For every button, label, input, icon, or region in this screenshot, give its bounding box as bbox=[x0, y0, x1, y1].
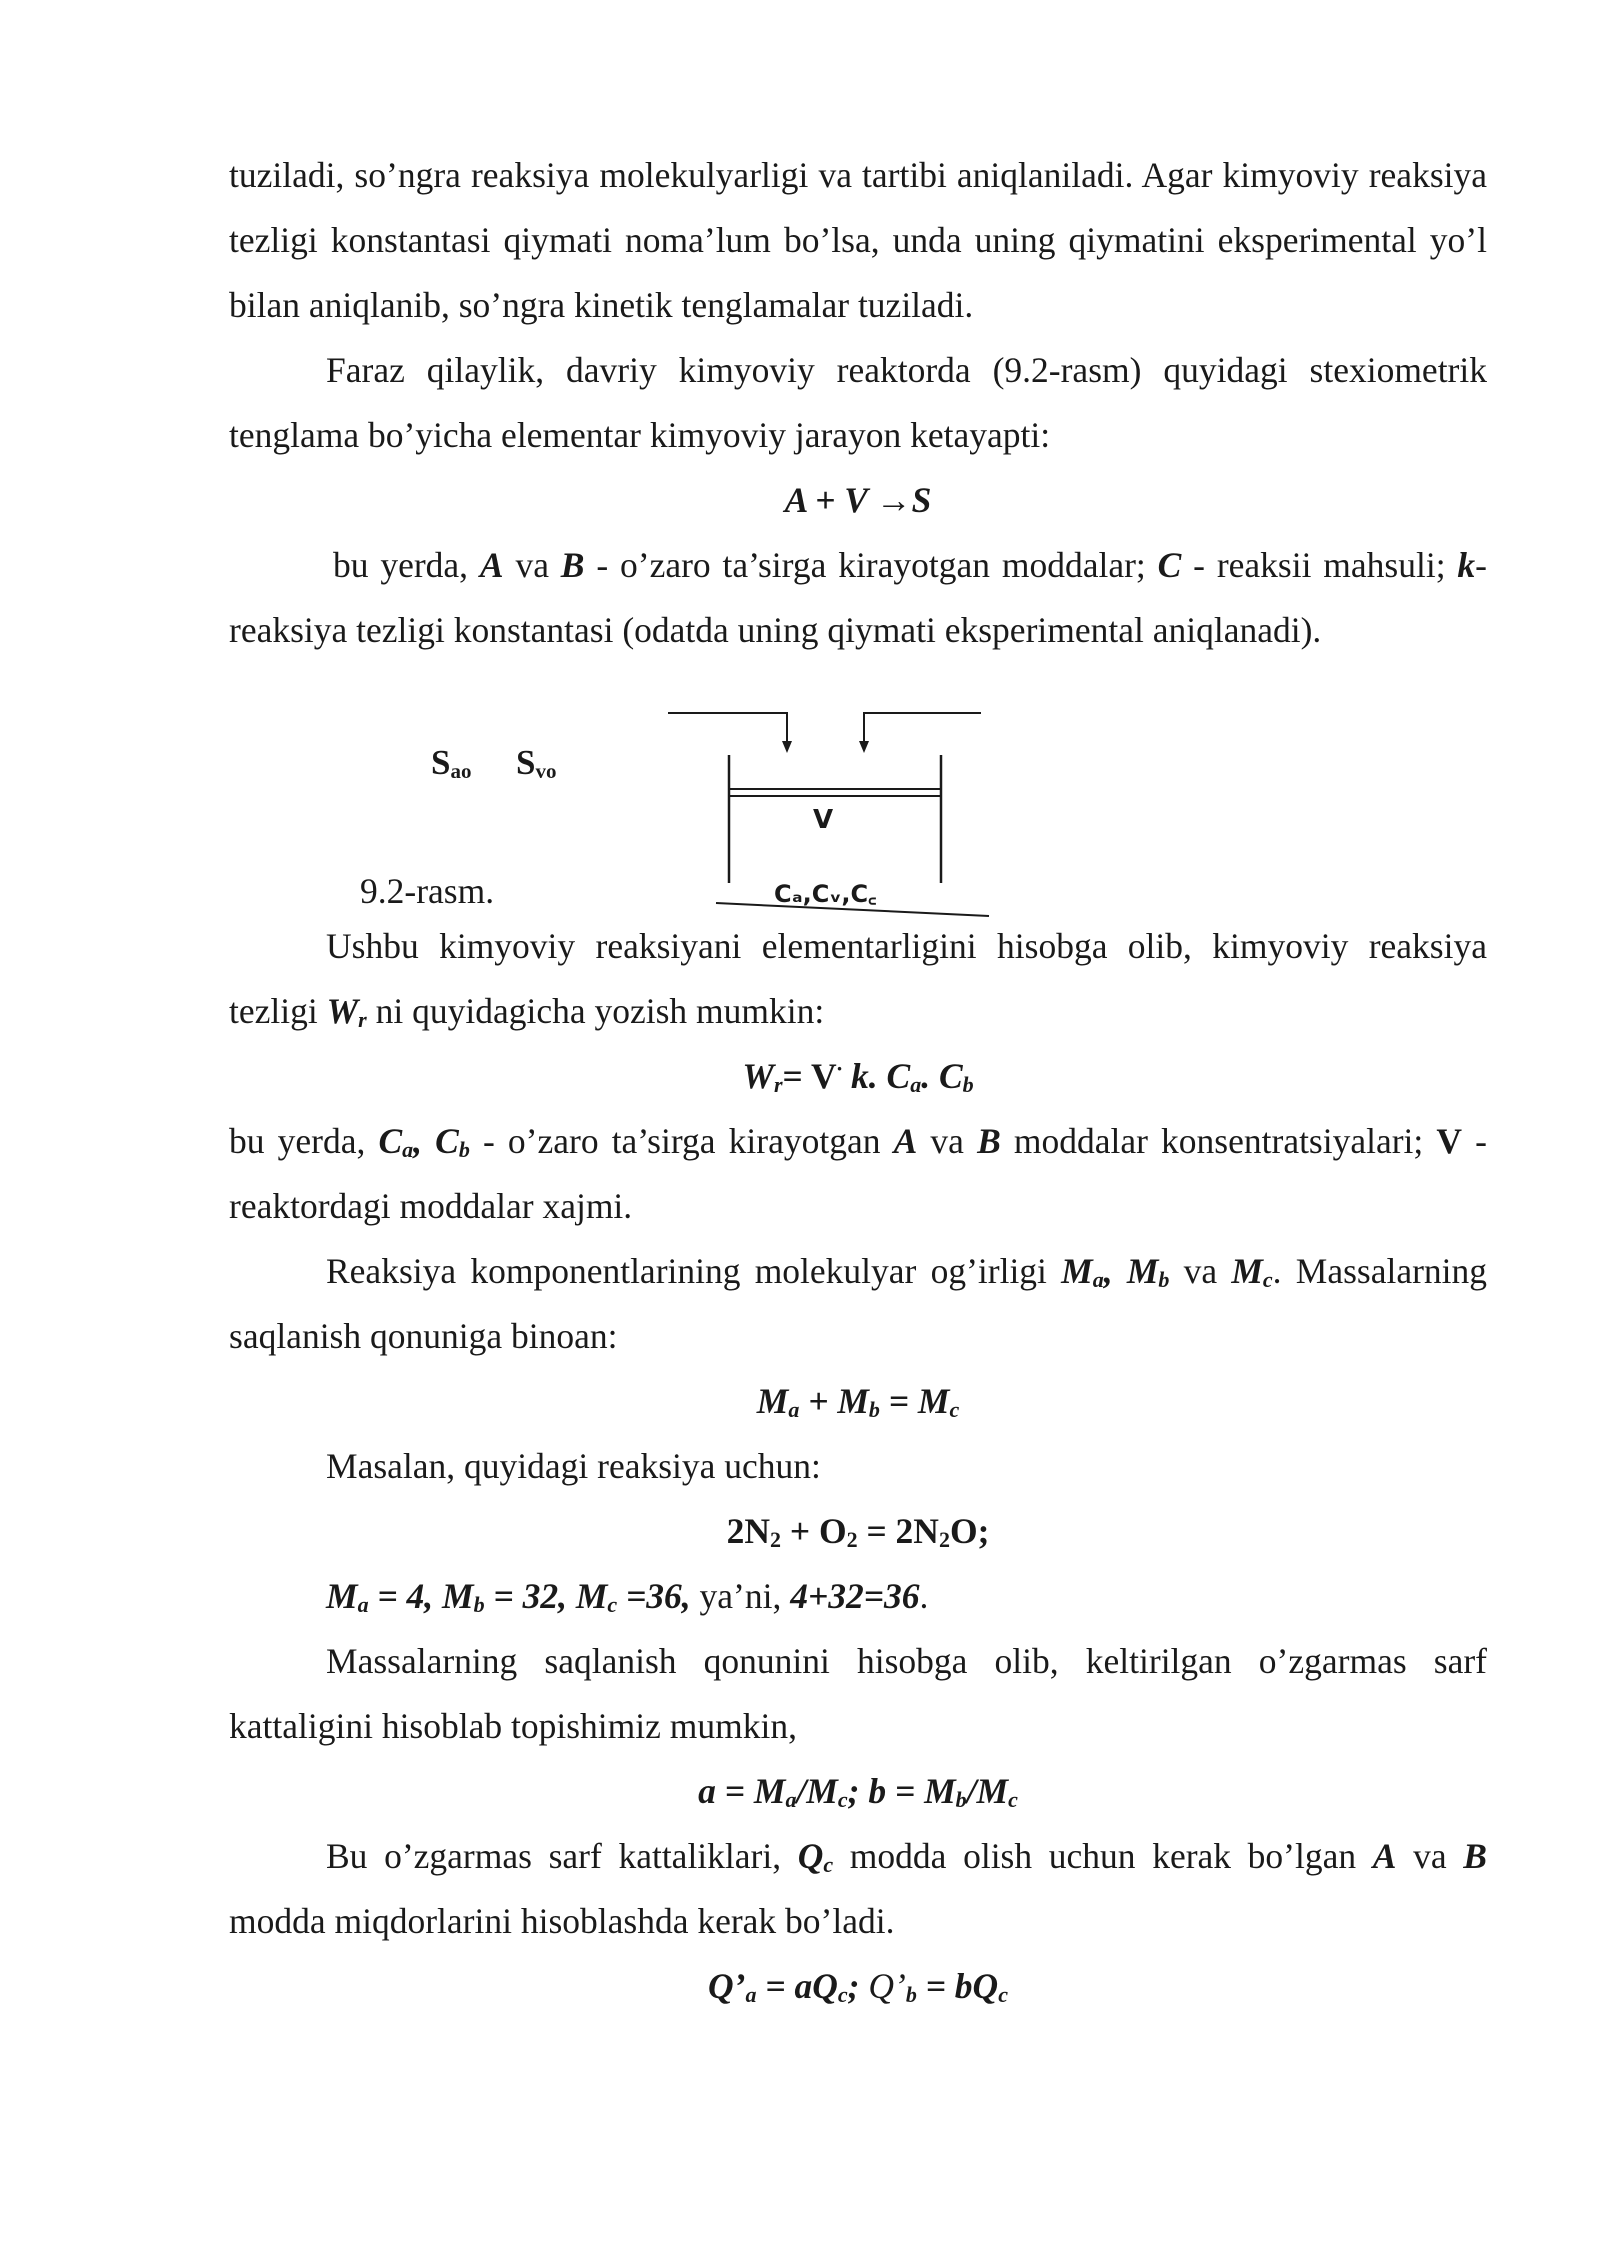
equation-reaction: A + V →S bbox=[784, 480, 932, 520]
equation-example: $2N_2 + O_2 = 2N_2O$; bbox=[726, 1511, 990, 1552]
reactor-figure bbox=[229, 663, 1487, 923]
paragraph-5: bu yerda, $C_a$, $C_b$ - o’zaro ta’sirga kirayotgan A va B moddalar konsentratsiyalari; V - reaktordagi moddalar xajmi. bbox=[229, 1121, 1488, 1226]
paragraph-4: Ushbu kimyoviy reaksiyani elementarligini hisobga olib, kimyoviy reaksiya tezligi $W_r$ ni quyidagicha yozish mumkin: bbox=[229, 926, 1487, 1032]
inlet-a-arrow-icon bbox=[782, 741, 792, 753]
inlet-a-line bbox=[668, 713, 787, 745]
paragraph-1: tuziladi, so’ngra reaksiya molekulyarligi va tartibi aniqlaniladi. Agar kimyoviy reaksiya tezligi konstantasi qiymati noma’lum bo’lsa, unda uning qiymatini eksperimental yo’l bilan aniqlanib, so’ngra kinetik tenglamalar tuziladi. bbox=[229, 155, 1487, 325]
document-page bbox=[229, 143, 1487, 2019]
equation-quantities: $Q’_a = aQ_c$; $Q’_b = bQ_c$ bbox=[708, 1966, 1008, 2007]
inlet-b-arrow-icon bbox=[859, 741, 869, 753]
paragraph-6: Reaksiya komponentlarining molekulyar og’irligi $M_a$, $M_b$ va $M_c$. Massalarning saqlanish qonuniga binoan: bbox=[229, 1251, 1488, 1356]
equation-mass-balance: $M_a + M_b = M_c$ bbox=[756, 1381, 960, 1422]
figure-caption: 9.2-rasm. bbox=[360, 871, 495, 911]
paragraph-8: $M_a = 4$, $M_b = 32$, $M_c =36$, ya’ni, 4+32=36. bbox=[326, 1576, 929, 1617]
label-concentrations: Cₐ,Cᵥ,C꜀ bbox=[774, 880, 877, 908]
paragraph-3: bu yerda, A va B - o’zaro ta’sirga kirayotgan moddalar; C - reaksii mahsuli; k-reaksiya tezligi konstantasi (odatda uning qiymati eksperimental aniqlanadi). bbox=[229, 545, 1487, 650]
paragraph-7: Masalan, quyidagi reaksiya uchun: bbox=[326, 1446, 821, 1486]
paragraph-2: Faraz qilaylik, davriy kimyoviy reaktorda (9.2-rasm) quyidagi stexiometrik tenglama bo’yicha elementar kimyoviy jarayon ketayapti: bbox=[229, 350, 1487, 455]
paragraph-10: Bu o’zgarmas sarf kattaliklari, $Q_c$ modda olish uchun kerak bo’lgan A va B modda miqdorlarini hisoblashda kerak bo’ladi. bbox=[229, 1836, 1487, 1941]
equation-coefficients: $a = M_a/M_c$; $b = M_b/M_c$ bbox=[698, 1771, 1018, 1812]
equation-rate: $W_r= V^\cdot$ k. $C_a$. $C_b$ bbox=[742, 1055, 974, 1097]
label-volume: V bbox=[813, 805, 834, 835]
paragraph-9: Massalarning saqlanish qonunini hisobga olib, keltirilgan o’zgarmas sarf kattaligini hisoblab topishimiz mumkin, bbox=[229, 1641, 1487, 1746]
inlet-b-line bbox=[864, 713, 981, 745]
label-svo: $S_{vo}$ bbox=[516, 743, 557, 783]
label-sao: $S_{ao}$ bbox=[431, 743, 472, 783]
